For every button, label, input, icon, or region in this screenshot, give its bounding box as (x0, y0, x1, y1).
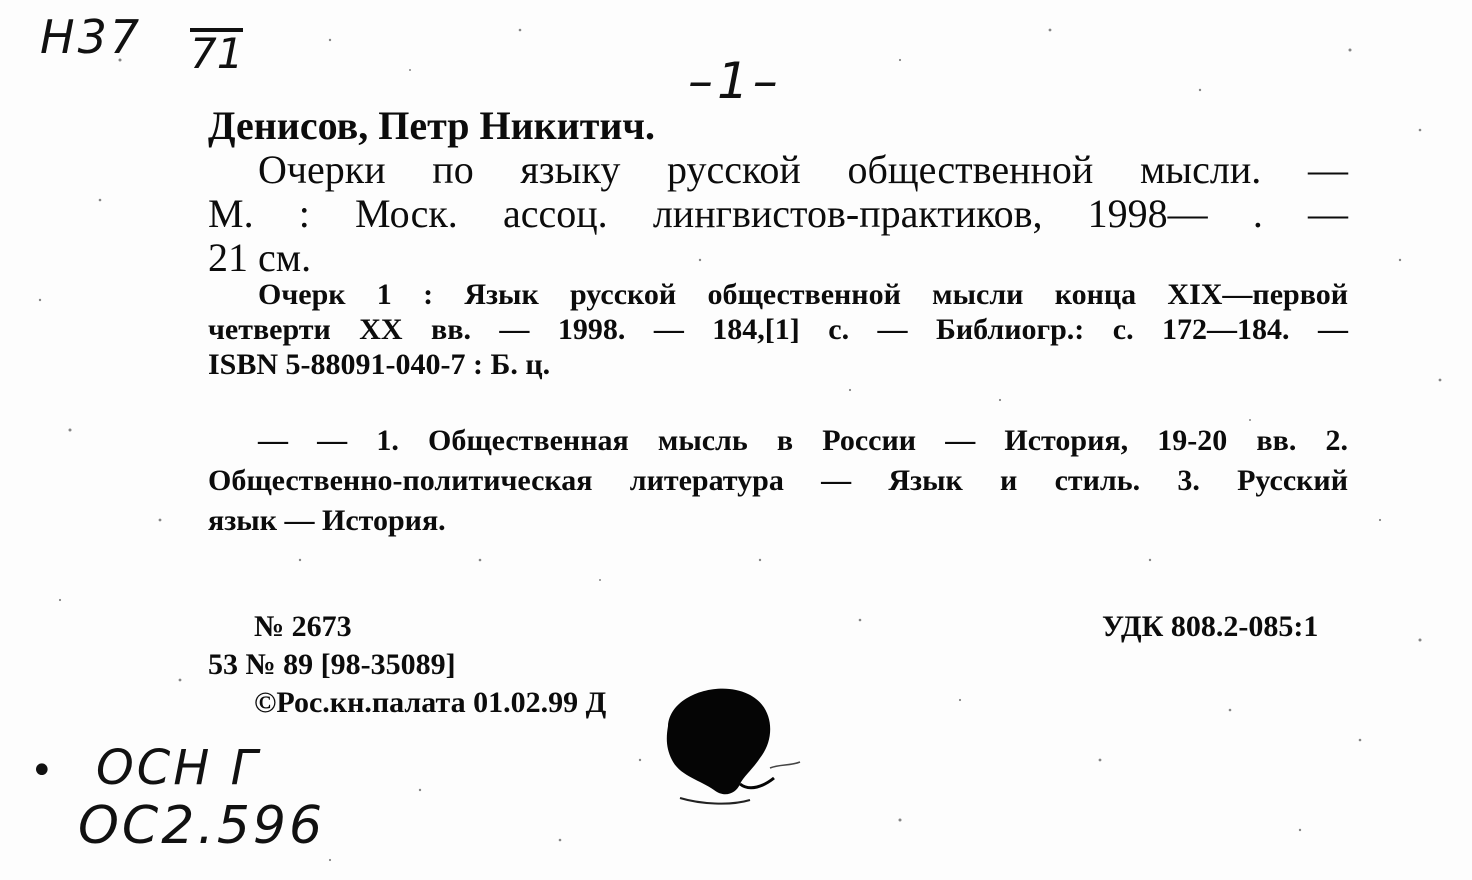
title-line-2: М. : Моск. ассоц. лингвистов-практиков, 1998— . — (208, 191, 1348, 236)
subject-headings-line-2: Общественно-политическая литература — Язык и стиль. 3. Русский (208, 464, 1348, 497)
author-heading: Денисов, Петр Никитич. (208, 103, 655, 148)
title-line-3: 21 см. (208, 235, 312, 280)
handwritten-location-mark: ОСН Г (96, 740, 261, 796)
handwritten-sheet-number: –1– (688, 52, 782, 110)
record-number: 53 № 89 [98-35089] (208, 648, 456, 681)
subject-headings-line-1: — — 1. Общественная мысль в России — История, 19-20 вв. 2. (258, 424, 1348, 457)
handwritten-shelf-fraction: 71 (190, 29, 244, 78)
card-number: № 2673 (254, 610, 352, 643)
volume-note-line-2: четверти XX вв. — 1998. — 184,[1] с. — Библиогр.: с. 172—184. — (208, 313, 1348, 346)
volume-note-line-3: ISBN 5-88091-040-7 : Б. ц. (208, 348, 551, 381)
handwritten-bullet-dot: • (30, 748, 54, 794)
volume-note-line-1: Очерк 1 : Язык русской общественной мысли конца XIX—первой (258, 278, 1348, 311)
handwritten-shelf-mark: Н37 (40, 10, 143, 64)
handwritten-call-number: ОС2.596 (78, 796, 326, 856)
copyright-line: ©Рос.кн.палата 01.02.99 Д (254, 686, 607, 719)
udk-classification: УДК 808.2-085:1 (1102, 610, 1319, 643)
ink-blot-stamp (640, 680, 820, 810)
title-line-1: Очерки по языку русской общественной мысли. — (258, 147, 1348, 192)
subject-headings-line-3: язык — История. (208, 504, 446, 537)
